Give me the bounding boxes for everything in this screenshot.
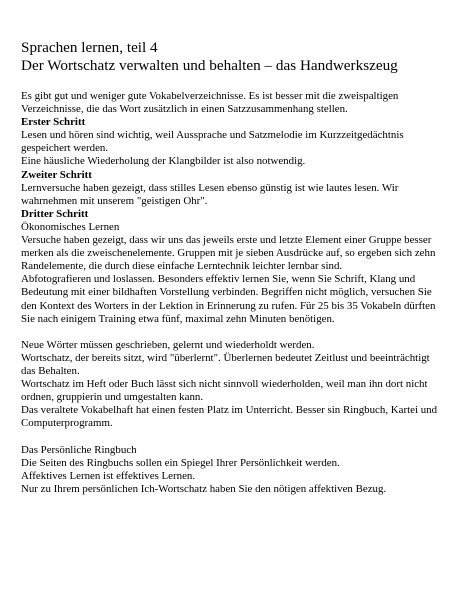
step2-line: Lernversuche haben gezeigt, dass stilles Lesen ebenso günstig ist wie lautes lesen. Wir wahrnehmen mit unserem "geistigen Ohr".: [21, 181, 399, 207]
intro-paragraph: Es gibt gut und weniger gute Vokabelverzeichnisse. Es ist besser mit die zweispaltigen Verzeichnisse, die das Wort zusätzlich in einen Satzzusammenhang stellen.: [21, 90, 399, 116]
step3-line: Versuche haben gezeigt, dass wir uns das jeweils erste und letzte Element einer Gruppe besser merken als die zweischenelemente. Gruppen mit je sieben Ausdrücke auf, so ergeben sich zehn Randelemente, die durch diese einfache Lerntechnik leichter lernbar sind.: [21, 234, 436, 273]
ringbook-line: Affektives Lernen ist effektives Lernen.: [21, 469, 196, 482]
paragraph-spacer: [21, 326, 441, 339]
words-line: Das veraltete Vokabelhaft hat einen festen Platz im Unterricht. Besser sin Ringbuch, Kartei und Computerprogramm.: [21, 404, 438, 430]
step1-heading: Erster Schritt: [21, 116, 86, 129]
step3-subheading: Ökonomisches Lernen: [21, 220, 120, 233]
step1-line: Lesen und hören sind wichtig, weil Aussprache und Satzmelodie im Kurzzeitgedächtnis gespeichert werden.: [21, 129, 404, 155]
paragraph-spacer: [21, 430, 441, 443]
ringbook-line: Nur zu Ihrem persönlichen Ich-Wortschatz haben Sie den nötigen affektiven Bezug.: [21, 482, 387, 495]
words-line: Wortschatz im Heft oder Buch lässt sich nicht sinnvoll wiederholden, weil man ihn dort nicht ordnen, gruppierin und umgestalten kann.: [21, 378, 428, 404]
words-line: Neue Wörter müssen geschrieben, gelernt und wiederholdt werden.: [21, 338, 315, 351]
document-body: [21, 90, 441, 496]
step1-line: Eine häusliche Wiederholung der Klangbilder ist also notwendig.: [21, 155, 306, 168]
words-line: Wortschatz, der bereits sitzt, wird "überlernt". Überlernen bedeutet Zeitlust und beeinträchtigt das Behalten.: [21, 351, 430, 377]
ringbook-heading: Das Persönliche Ringbuch: [21, 443, 137, 456]
page-title: Sprachen lernen, teil 4: [21, 39, 158, 56]
title-block: [21, 39, 446, 75]
step3-heading: Dritter Schritt: [21, 207, 89, 220]
page-subtitle: Der Wortschatz verwalten und behalten – das Handwerkszeug: [21, 57, 398, 74]
ringbook-line: Die Seiten des Ringbuchs sollen ein Spiegel Ihrer Persönlichkeit werden.: [21, 456, 340, 469]
step2-heading: Zweiter Schritt: [21, 168, 92, 181]
step3-line: Abfotografieren und loslassen. Besonders effektiv lernen Sie, wenn Sie Schrift, Klang und Bedeutung mit einer bildhaften Vorstellung verbinden. Begriffen nicht möglich, versuchen Sie den Kontext des Worters in der Lektion in Erinnerung zu rufen. Für 25 bis 35 Vokabeln dürften Sie nach einigem Training etwa fünf, maximal zehn Minuten benötigen.: [21, 273, 436, 325]
